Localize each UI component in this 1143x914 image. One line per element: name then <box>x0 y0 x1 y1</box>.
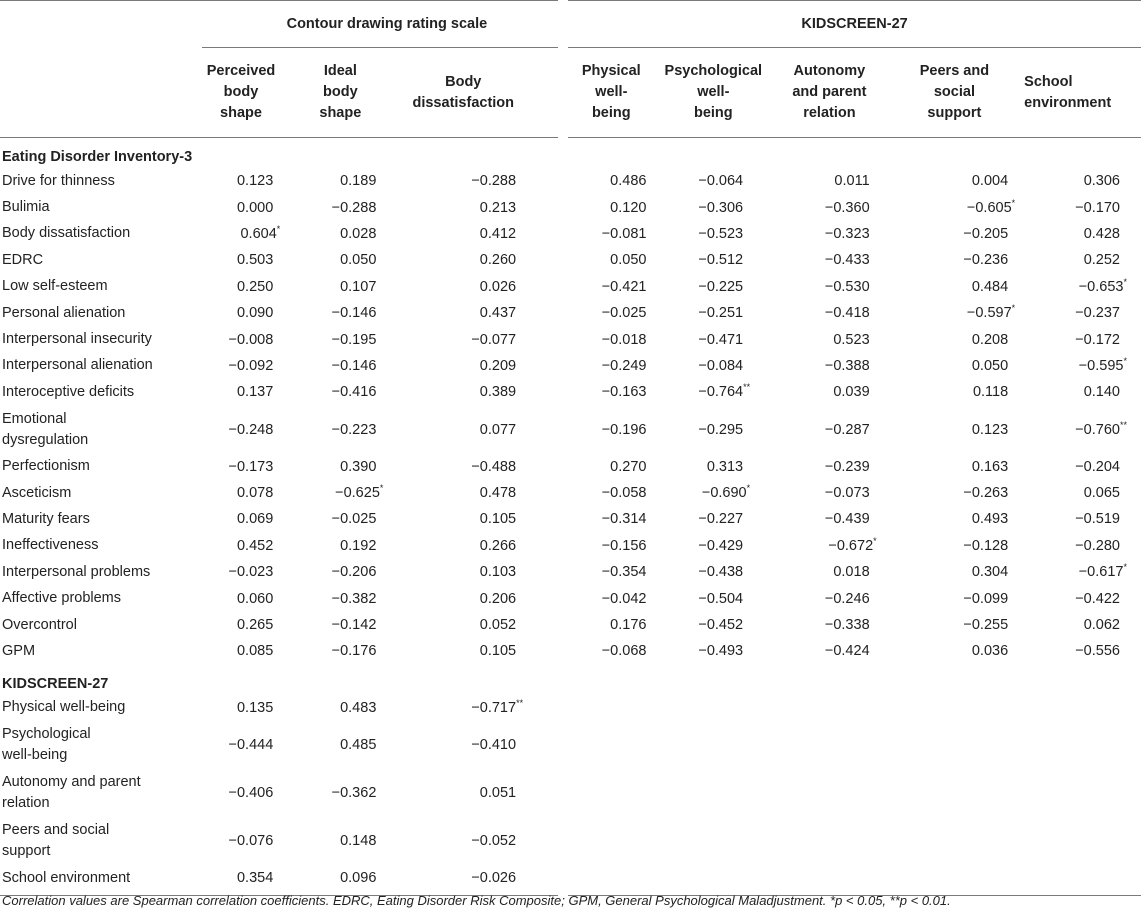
significance-marker: * <box>379 483 384 494</box>
row-label: Drive for thinness <box>2 172 115 189</box>
column-header-line: Body <box>445 73 482 90</box>
cell-value: −0.493 <box>698 643 744 660</box>
row-label: Maturity fears <box>2 510 90 527</box>
cell-value <box>654 769 772 817</box>
table-row <box>0 638 1141 664</box>
cell-value <box>1022 865 1141 896</box>
row-label: Interpersonal alienation <box>2 357 153 374</box>
cell-value: 0.148 <box>340 833 377 850</box>
cell-value <box>772 695 887 721</box>
corner-cell-2 <box>0 48 202 138</box>
cell-value: 0.060 <box>236 590 274 607</box>
cell-value <box>563 769 654 817</box>
cell-value: −0.323 <box>824 225 870 242</box>
cell-value <box>1022 769 1141 817</box>
section-header-row <box>0 138 1141 169</box>
cell-value: −0.204 <box>1075 458 1120 475</box>
table-row <box>0 769 1141 817</box>
column-header-psychological-well-being <box>654 48 772 138</box>
cell-value: 0.478 <box>479 485 517 502</box>
cell-value: −0.025 <box>563 300 654 326</box>
cell-value: 0.192 <box>340 537 377 554</box>
cell-value: 0.390 <box>340 458 377 475</box>
significance-marker: * <box>873 536 877 547</box>
cell-value: 0.118 <box>972 384 1009 401</box>
corner-cell <box>0 1 202 48</box>
cell-value: 0.163 <box>971 458 1009 475</box>
column-header-line: dissatisfaction <box>412 94 515 111</box>
row-label: Affective problems <box>2 590 122 607</box>
cell-value <box>654 695 772 721</box>
row-label: Asceticism <box>2 484 72 501</box>
group-header-contour <box>202 1 563 48</box>
column-header-line: body <box>223 84 259 100</box>
section-header-row <box>0 665 1141 695</box>
cell-value: −0.617* <box>1078 562 1127 581</box>
cell-value: 0.050 <box>563 247 654 273</box>
cell-value: −0.246 <box>824 590 870 607</box>
cell-value: −0.690* <box>701 483 751 502</box>
cell-value: −0.081 <box>563 221 654 247</box>
cell-value: 0.107 <box>340 278 377 295</box>
cell-value: −0.058 <box>563 480 654 506</box>
row-label: Perfectionism <box>2 458 90 475</box>
cell-value: −0.142 <box>331 617 377 634</box>
cell-value: 0.120 <box>563 194 654 220</box>
table-row <box>0 379 1141 405</box>
row-label: Overcontrol <box>2 616 77 633</box>
cell-value: −0.223 <box>331 421 377 438</box>
column-header-peers-social-support <box>887 48 1023 138</box>
column-header-line: Physical <box>581 63 641 79</box>
column-header-body-dissatisfaction <box>403 48 563 138</box>
significance-marker: ** <box>516 698 524 708</box>
cell-value: −0.196 <box>563 406 654 454</box>
cell-value <box>887 865 1023 896</box>
cell-value: −0.625* <box>335 483 384 502</box>
section-title: KIDSCREEN-27 <box>2 675 109 692</box>
cell-value: 0.213 <box>479 199 517 216</box>
cell-value: −0.237 <box>1075 305 1120 322</box>
column-header-line: well- <box>595 84 628 100</box>
cell-value: −0.512 <box>698 252 744 269</box>
cell-value: 0.523 <box>833 331 870 348</box>
cell-value: −0.026 <box>403 865 563 896</box>
cell-value: 0.051 <box>479 785 517 802</box>
column-header-line: Autonomy <box>793 63 866 79</box>
table-row <box>0 865 1141 896</box>
column-header-line: Psychological <box>664 63 763 79</box>
row-label: Interpersonal problems <box>2 563 151 580</box>
cell-value: −0.146 <box>331 305 377 322</box>
cell-value: 0.000 <box>236 199 274 216</box>
cell-value: 0.306 <box>1083 173 1120 190</box>
cell-value: −0.556 <box>1075 643 1120 660</box>
significance-marker: * <box>1011 303 1016 314</box>
row-label <box>0 721 202 769</box>
cell-value: 0.085 <box>236 643 274 660</box>
table-footnote <box>2 893 951 908</box>
table-row <box>0 353 1141 379</box>
cell-value: −0.314 <box>563 506 654 532</box>
cell-value: 0.052 <box>479 617 517 634</box>
cell-value: 0.105 <box>479 511 517 528</box>
cell-value: −0.760** <box>1075 419 1127 438</box>
cell-value <box>772 769 887 817</box>
cell-value: −0.023 <box>228 564 274 581</box>
cell-value: −0.172 <box>1075 331 1120 348</box>
table-row <box>0 326 1141 352</box>
cell-value: 0.039 <box>833 384 870 401</box>
cell-value: 0.069 <box>236 511 274 528</box>
row-label <box>0 769 202 817</box>
row-label: Body dissatisfaction <box>2 225 131 242</box>
cell-value: −0.295 <box>698 421 744 438</box>
table-row <box>0 168 1141 194</box>
cell-value: −0.146 <box>331 357 377 374</box>
cell-value: 0.206 <box>479 590 517 607</box>
cell-value: 0.026 <box>479 278 517 295</box>
cell-value: 0.252 <box>1083 252 1120 269</box>
cell-value: 0.105 <box>479 643 517 660</box>
cell-value: 0.050 <box>340 252 377 269</box>
cell-value: −0.530 <box>824 278 870 295</box>
significance-marker: * <box>276 224 281 235</box>
table-row <box>0 274 1141 300</box>
cell-value: −0.205 <box>963 225 1009 242</box>
cell-value: 0.140 <box>1083 384 1120 401</box>
cell-value: −0.008 <box>228 331 274 348</box>
cell-value: −0.236 <box>963 252 1009 269</box>
row-label-line: support <box>2 843 51 860</box>
cell-value: −0.195 <box>331 331 377 348</box>
footnote-text: Correlation values are Spearman correlation coefficients. EDRC, Eating Disorder Risk Composite; GPM, General Psychological Maladjustment. <box>2 893 831 908</box>
column-header-line: body <box>323 84 358 100</box>
cell-value: 0.004 <box>971 173 1009 190</box>
table-row <box>0 612 1141 638</box>
cell-value <box>772 817 887 865</box>
row-label-line: relation <box>2 795 50 812</box>
cell-value <box>772 865 887 896</box>
cell-value <box>563 865 654 896</box>
cell-value: −0.156 <box>563 533 654 559</box>
cell-value: −0.416 <box>331 384 377 401</box>
row-label: Interpersonal insecurity <box>2 331 152 348</box>
group-header-contour-label: Contour drawing rating scale <box>286 16 488 32</box>
cell-value: 0.090 <box>236 305 274 322</box>
footnote-significance-1: *p < 0.05, <box>830 893 890 908</box>
table-row <box>0 194 1141 220</box>
cell-value: 0.062 <box>1083 617 1120 634</box>
cell-value: −0.288 <box>331 199 377 216</box>
section-title: Eating Disorder Inventory-3 <box>2 149 193 165</box>
cell-value: −0.288 <box>471 173 517 190</box>
column-header-physical-well-being <box>563 48 654 138</box>
cell-value: 0.452 <box>236 537 274 554</box>
row-label-line: well-being <box>2 747 68 764</box>
cell-value: −0.338 <box>824 617 870 634</box>
cell-value: 0.096 <box>297 865 403 896</box>
cell-value: 0.428 <box>1083 225 1120 242</box>
cell-value: 0.189 <box>340 173 377 190</box>
cell-value: 0.503 <box>236 252 274 269</box>
cell-value: −0.251 <box>698 305 744 322</box>
column-header-line: shape <box>319 105 362 121</box>
cell-value: −0.225 <box>698 278 744 295</box>
cell-value: 0.137 <box>236 384 274 401</box>
group-header-kidscreen-label: KIDSCREEN-27 <box>801 16 908 32</box>
cell-value: −0.504 <box>698 590 744 607</box>
cell-value: 0.011 <box>834 173 870 190</box>
group-header-row <box>0 1 1141 48</box>
significance-marker: * <box>1123 356 1127 367</box>
column-header-line: well- <box>697 84 730 100</box>
cell-value: −0.018 <box>563 326 654 352</box>
cell-value <box>563 817 654 865</box>
column-header-line: relation <box>803 105 856 121</box>
cell-value: −0.418 <box>824 305 870 322</box>
cell-value <box>1022 817 1141 865</box>
cell-value: −0.429 <box>698 537 744 554</box>
row-label: School environment <box>0 865 202 896</box>
cell-value: −0.523 <box>698 225 744 242</box>
column-header-line: School <box>1024 73 1073 90</box>
cell-value: −0.249 <box>563 353 654 379</box>
group-header-kidscreen <box>563 1 1141 48</box>
cell-value: −0.424 <box>824 643 870 660</box>
cell-value: −0.173 <box>228 458 274 475</box>
column-header-line: being <box>693 105 733 121</box>
cell-value <box>563 695 654 721</box>
cell-value: −0.248 <box>228 421 274 438</box>
cell-value: −0.042 <box>563 585 654 611</box>
cell-value: 0.389 <box>479 384 517 401</box>
cell-value: −0.227 <box>698 511 744 528</box>
column-header-line: social <box>933 84 975 100</box>
cell-value: 0.604* <box>240 224 281 242</box>
cell-value: −0.444 <box>228 737 274 754</box>
cell-value <box>887 769 1023 817</box>
row-label: Ineffectiveness <box>2 537 99 554</box>
cell-value: −0.064 <box>698 173 744 190</box>
cell-value <box>1022 721 1141 769</box>
row-label: GPM <box>2 642 36 659</box>
table-row <box>0 695 1141 721</box>
cell-value: −0.422 <box>1075 590 1120 607</box>
table-row <box>0 247 1141 273</box>
cell-value: 0.123 <box>971 421 1009 438</box>
cell-value: −0.382 <box>331 590 377 607</box>
cell-value: −0.388 <box>824 357 870 374</box>
cell-value: −0.170 <box>1075 199 1120 216</box>
cell-value: 0.018 <box>833 564 870 581</box>
column-header-row <box>0 48 1141 138</box>
cell-value: 0.103 <box>479 564 517 581</box>
row-label: EDRC <box>2 251 44 268</box>
significance-marker: * <box>1011 197 1016 208</box>
row-label: Interoceptive deficits <box>2 383 135 400</box>
cell-value: −0.438 <box>698 564 744 581</box>
cell-value: −0.239 <box>824 458 870 475</box>
column-header-ideal-body-shape <box>297 48 403 138</box>
table-row <box>0 480 1141 506</box>
cell-value: −0.410 <box>471 737 517 754</box>
cell-value: 0.354 <box>202 865 298 896</box>
cell-value: −0.092 <box>228 357 274 374</box>
cell-value: −0.052 <box>471 833 517 850</box>
cell-value: 0.270 <box>563 454 654 480</box>
cell-value <box>887 721 1023 769</box>
table-body <box>0 138 1141 896</box>
column-header-perceived-body-shape <box>202 48 298 138</box>
table-row <box>0 585 1141 611</box>
cell-value: −0.073 <box>824 485 870 502</box>
cell-value: −0.717** <box>471 698 524 716</box>
cell-value: −0.099 <box>963 590 1009 607</box>
cell-value: 0.304 <box>971 564 1009 581</box>
cell-value: −0.206 <box>331 564 377 581</box>
cell-value: −0.287 <box>824 421 870 438</box>
cell-value <box>654 721 772 769</box>
cell-value: 0.028 <box>340 225 377 242</box>
cell-value: −0.597* <box>966 303 1016 322</box>
cell-value: 0.065 <box>1083 485 1120 502</box>
cell-value: −0.077 <box>471 331 517 348</box>
cell-value: −0.452 <box>698 617 744 634</box>
column-header-line: Ideal <box>323 63 357 79</box>
row-label: Personal alienation <box>2 304 126 321</box>
cell-value: −0.263 <box>963 485 1009 502</box>
table-row <box>0 533 1141 559</box>
table-row <box>0 406 1141 454</box>
cell-value: 0.437 <box>479 305 517 322</box>
column-header-line: being <box>591 105 631 121</box>
cell-value: 0.266 <box>479 537 517 554</box>
cell-value: −0.176 <box>331 643 377 660</box>
cell-value: 0.485 <box>340 737 377 754</box>
cell-value: 0.250 <box>236 278 274 295</box>
cell-value: 0.412 <box>479 225 517 242</box>
row-label <box>0 817 202 865</box>
column-header-autonomy-parent-relation <box>772 48 887 138</box>
significance-marker: * <box>1123 276 1127 287</box>
cell-value: 0.209 <box>479 357 517 374</box>
row-label <box>0 406 202 454</box>
column-header-line: shape <box>220 105 262 121</box>
cell-value: −0.362 <box>331 785 377 802</box>
cell-value: −0.439 <box>824 511 870 528</box>
cell-value: −0.519 <box>1075 511 1120 528</box>
row-label-line: dysregulation <box>2 431 89 448</box>
cell-value: −0.605* <box>966 197 1016 216</box>
cell-value: 0.483 <box>340 699 377 716</box>
cell-value: −0.163 <box>563 379 654 405</box>
table-row <box>0 221 1141 247</box>
cell-value: 0.313 <box>706 458 744 475</box>
cell-value: 0.135 <box>236 699 274 716</box>
cell-value: −0.471 <box>698 331 744 348</box>
table-row <box>0 721 1141 769</box>
column-header-line: and parent <box>792 84 867 100</box>
cell-value: −0.433 <box>824 252 870 269</box>
table-row <box>0 454 1141 480</box>
row-label-line: Psychological <box>2 726 91 743</box>
cell-value: −0.406 <box>228 785 274 802</box>
cell-value <box>563 721 654 769</box>
cell-value: −0.084 <box>698 357 744 374</box>
column-header-school-environment <box>1022 48 1141 138</box>
cell-value <box>654 817 772 865</box>
row-label: Bulimia <box>2 199 50 216</box>
cell-value: 0.493 <box>971 511 1009 528</box>
cell-value: −0.672* <box>828 536 877 554</box>
cell-value: 0.176 <box>563 612 654 638</box>
column-header-line: environment <box>1024 94 1112 111</box>
significance-marker: * <box>1123 562 1127 573</box>
column-header-line: support <box>927 105 982 121</box>
table-row <box>0 559 1141 585</box>
cell-value: 0.486 <box>563 168 654 194</box>
footnote-significance-2: **p < 0.01. <box>889 893 951 908</box>
cell-value: 0.123 <box>236 173 274 190</box>
significance-marker: ** <box>1119 419 1127 430</box>
cell-value: 0.260 <box>479 252 517 269</box>
cell-value: 0.036 <box>971 643 1009 660</box>
significance-marker: * <box>746 483 751 494</box>
table-row <box>0 300 1141 326</box>
cell-value: −0.280 <box>1075 537 1120 554</box>
row-label: Physical well-being <box>2 699 126 716</box>
cell-value: −0.653* <box>1078 276 1127 295</box>
row-label-line: Autonomy and parent <box>2 774 141 791</box>
cell-value: −0.354 <box>563 559 654 585</box>
cell-value: 0.078 <box>236 485 274 502</box>
row-label: Low self-esteem <box>2 278 108 295</box>
cell-value: −0.255 <box>963 617 1009 634</box>
cell-value: −0.421 <box>563 274 654 300</box>
cell-value <box>887 695 1023 721</box>
cell-value: −0.360 <box>824 199 870 216</box>
cell-value: 0.050 <box>971 357 1009 374</box>
cell-value: 0.265 <box>236 617 274 634</box>
cell-value: −0.025 <box>331 511 377 528</box>
cell-value: −0.128 <box>963 537 1009 554</box>
cell-value: −0.306 <box>698 199 744 216</box>
cell-value: −0.068 <box>563 638 654 664</box>
cell-value <box>654 865 772 896</box>
cell-value <box>887 817 1023 865</box>
table-row <box>0 506 1141 532</box>
column-header-line: Perceived <box>206 63 276 79</box>
row-label-line: Peers and social <box>2 822 110 839</box>
cell-value: −0.076 <box>228 833 274 850</box>
cell-value: 0.484 <box>971 278 1009 295</box>
cell-value <box>1022 695 1141 721</box>
cell-value: −0.764** <box>698 382 751 401</box>
cell-value <box>772 721 887 769</box>
column-header-line: Peers and <box>919 63 990 79</box>
cell-value: 0.077 <box>479 421 517 438</box>
cell-value: −0.595* <box>1078 356 1127 374</box>
table-row <box>0 817 1141 865</box>
significance-marker: ** <box>743 382 751 393</box>
cell-value: −0.488 <box>471 458 517 475</box>
cell-value: 0.208 <box>971 331 1009 348</box>
row-label-line: Emotional <box>2 410 67 427</box>
